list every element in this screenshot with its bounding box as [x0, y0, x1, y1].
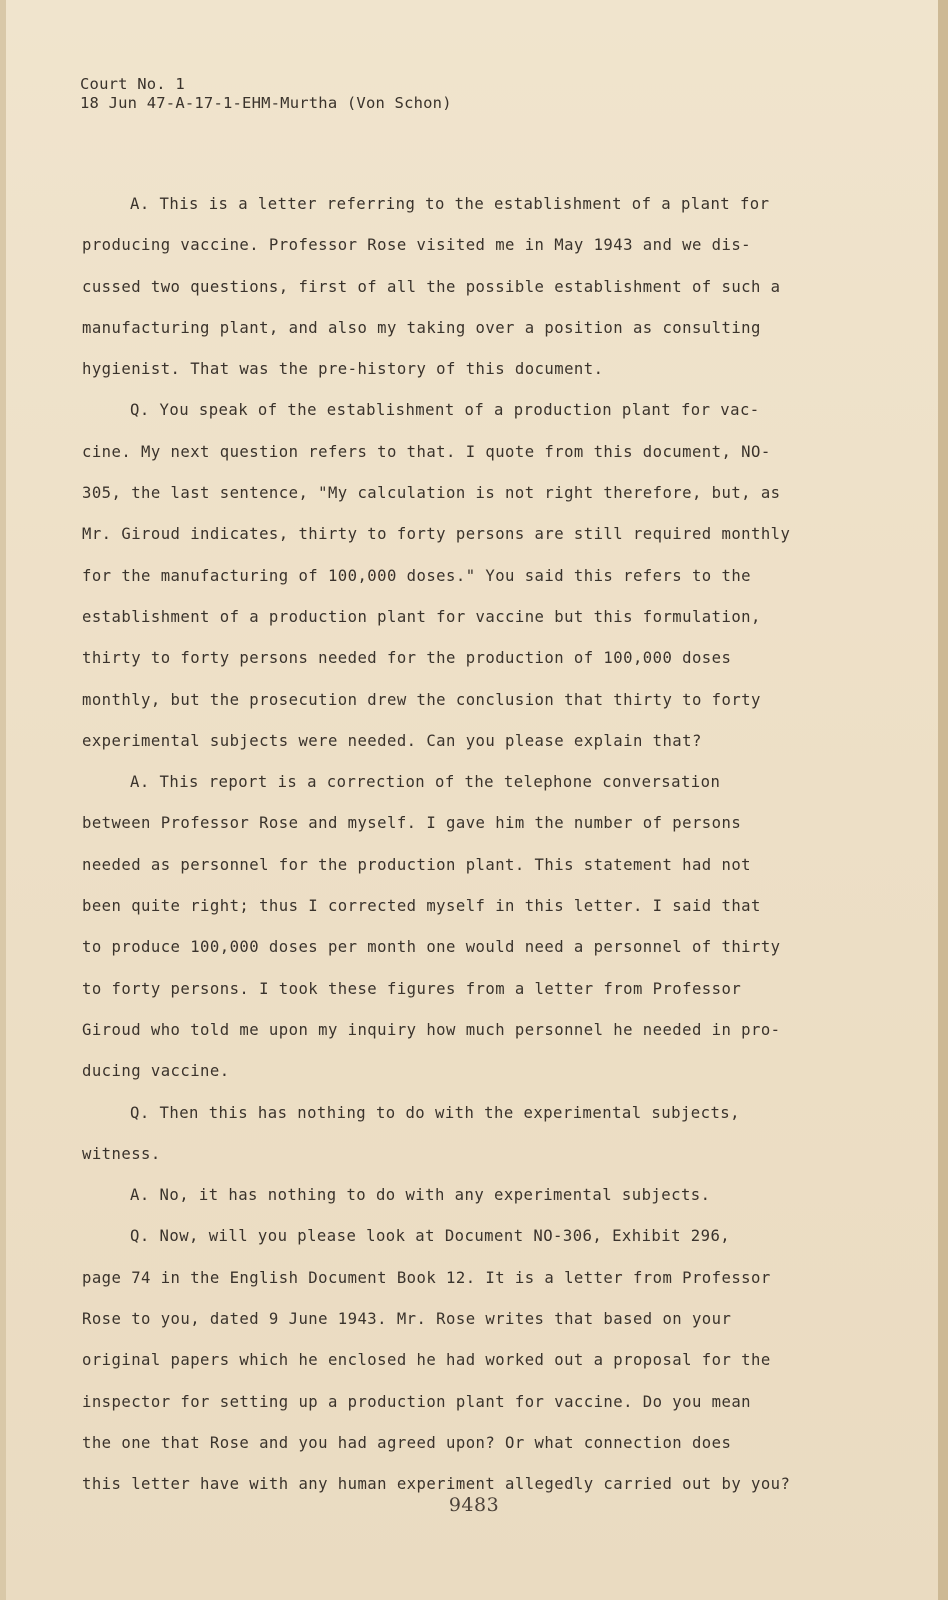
transcript-line: manufacturing plant, and also my taking over a position as consulting: [82, 318, 761, 337]
transcript-line: to produce 100,000 doses per month one would need a personnel of thirty: [82, 938, 781, 957]
transcript-line: ducing vaccine.: [82, 1062, 230, 1081]
transcript-line: between Professor Rose and myself. I gave him the number of persons: [82, 814, 742, 833]
transcript-line: A. No, it has nothing to do with any experimental subjects.: [130, 1186, 711, 1205]
transcript-line: producing vaccine. Professor Rose visited me in May 1943 and we dis-: [82, 236, 751, 255]
court-number: Court No. 1: [80, 75, 185, 93]
transcript-line: hygienist. That was the pre-history of this document.: [82, 360, 604, 379]
transcript-line: Mr. Giroud indicates, thirty to forty persons are still required monthly: [82, 525, 791, 544]
transcript-line: A. This is a letter referring to the establishment of a plant for: [130, 195, 770, 213]
transcript-line: A. This report is a correction of the telephone conversation: [130, 773, 721, 792]
transcript-line: the one that Rose and you had agreed upon? Or what connection does: [82, 1433, 732, 1452]
transcript-line: cussed two questions, first of all the possible establishment of such a: [82, 277, 781, 296]
transcript-line: Q. Now, will you please look at Document NO-306, Exhibit 296,: [130, 1227, 731, 1246]
transcript-line: needed as personnel for the production plant. This statement had not: [82, 855, 751, 874]
transcript-line: experimental subjects were needed. Can you please explain that?: [82, 731, 702, 750]
session-reference: 18 Jun 47-A-17-1-EHM-Murtha (Von Schon): [80, 94, 452, 112]
transcript-line: Q. Then this has nothing to do with the experimental subjects,: [130, 1103, 740, 1122]
transcript-line: cine. My next question refers to that. I quote from this document, NO-: [82, 442, 771, 461]
transcript-line: monthly, but the prosecution drew the conclusion that thirty to forty: [82, 690, 761, 709]
transcript-line: inspector for setting up a production plant for vaccine. Do you mean: [82, 1392, 751, 1411]
transcript-line: witness.: [82, 1144, 161, 1163]
transcript-line: establishment of a production plant for vaccine but this formulation,: [82, 607, 761, 626]
transcript-line: for the manufacturing of 100,000 doses." You said this refers to the: [82, 566, 751, 585]
transcript-body: [82, 190, 822, 1512]
transcript-line: been quite right; thus I corrected myself in this letter. I said that: [82, 897, 761, 916]
transcript-line: Giroud who told me upon my inquiry how much personnel he needed in pro-: [82, 1020, 781, 1039]
transcript-line: thirty to forty persons needed for the production of 100,000 doses: [82, 649, 732, 668]
transcript-line: 305, the last sentence, "My calculation is not right therefore, but, as: [82, 484, 781, 503]
transcript-line: page 74 in the English Document Book 12. It is a letter from Professor: [82, 1268, 771, 1287]
document-header: [80, 75, 452, 113]
page-number: 9483: [448, 1494, 500, 1516]
transcript-line: original papers which he enclosed he had worked out a proposal for the: [82, 1351, 771, 1370]
transcript-line: this letter have with any human experiment allegedly carried out by you?: [82, 1475, 791, 1494]
transcript-line: Rose to you, dated 9 June 1943. Mr. Rose writes that based on your: [82, 1310, 732, 1329]
transcript-line: to forty persons. I took these figures from a letter from Professor: [82, 979, 742, 998]
transcript-line: Q. You speak of the establishment of a production plant for vac-: [130, 401, 760, 420]
